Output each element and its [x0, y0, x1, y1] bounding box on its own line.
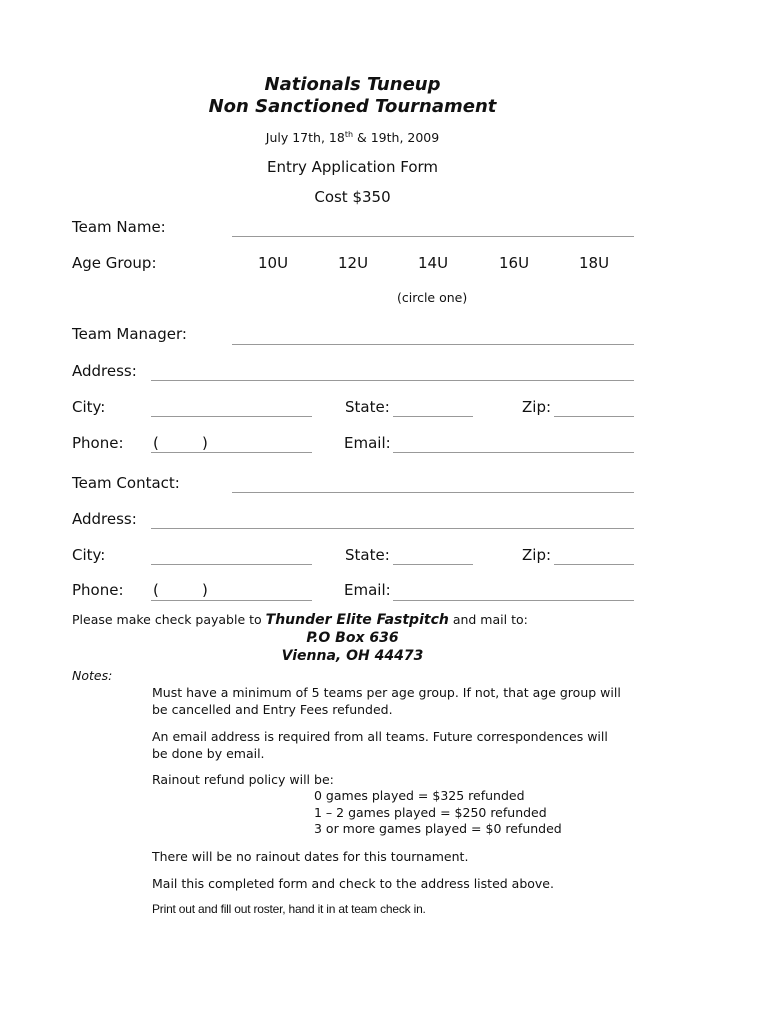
contact-zip-field[interactable] [554, 564, 634, 565]
age-option-10u[interactable]: 10U [258, 254, 289, 272]
note-no-rainout: There will be no rainout dates for this tournament. [152, 849, 469, 864]
rainout-policy-title: Rainout refund policy will be: [152, 772, 334, 787]
manager-email-label: Email: [344, 434, 391, 452]
contact-email-field[interactable] [393, 600, 634, 601]
team-contact-label: Team Contact: [72, 474, 180, 492]
manager-city-field[interactable] [151, 416, 312, 417]
manager-zip-label: Zip: [522, 398, 552, 416]
manager-address-field[interactable] [151, 380, 634, 381]
team-contact-field[interactable] [232, 492, 634, 493]
rainout-line-2: 3 or more games played = $0 refunded [314, 821, 562, 836]
payment-instructions: Please make check payable to Thunder Elite Fastpitch and mail to: [72, 612, 528, 628]
rainout-line-0: 0 games played = $325 refunded [314, 788, 525, 803]
manager-phone-label: Phone: [72, 434, 124, 452]
contact-city-field[interactable] [151, 564, 312, 565]
contact-city-label: City: [72, 546, 106, 564]
note-minimum-teams: Must have a minimum of 5 teams per age group. If not, that age group will be cancelled and Entry Fees refunded. [152, 685, 621, 717]
age-group-label: Age Group: [72, 254, 157, 272]
team-manager-label: Team Manager: [72, 325, 187, 343]
team-name-field[interactable] [232, 236, 634, 237]
manager-city-label: City: [72, 398, 106, 416]
manager-phone-field[interactable] [151, 452, 312, 453]
notes-label: Notes: [72, 668, 113, 683]
form-title: Entry Application Form [266, 158, 439, 176]
circle-one-hint: (circle one) [397, 290, 468, 305]
note-mail-form: Mail this completed form and check to the address listed above. [152, 876, 554, 891]
tournament-dates: July 17th, 18th & 19th, 2009 [265, 130, 440, 146]
contact-zip-label: Zip: [522, 546, 552, 564]
contact-address-field[interactable] [151, 528, 634, 529]
po-box: P.O Box 636 [306, 630, 399, 646]
age-option-12u[interactable]: 12U [338, 254, 369, 272]
age-option-14u[interactable]: 14U [418, 254, 449, 272]
contact-phone-field[interactable] [151, 600, 312, 601]
contact-state-field[interactable] [393, 564, 473, 565]
manager-state-field[interactable] [393, 416, 473, 417]
rainout-line-1: 1 – 2 games played = $250 refunded [314, 805, 547, 820]
payee-name: Thunder Elite Fastpitch [265, 612, 449, 628]
contact-phone-open-paren: ( [153, 581, 159, 599]
note-roster: Print out and fill out roster, hand it in at team check in. [152, 902, 426, 916]
manager-phone-close-paren: ) [202, 434, 208, 452]
manager-email-field[interactable] [393, 452, 634, 453]
contact-email-label: Email: [344, 581, 391, 599]
contact-address-label: Address: [72, 510, 137, 528]
manager-zip-field[interactable] [554, 416, 634, 417]
manager-phone-open-paren: ( [153, 434, 159, 452]
age-option-16u[interactable]: 16U [499, 254, 530, 272]
manager-address-label: Address: [72, 362, 137, 380]
age-option-18u[interactable]: 18U [579, 254, 610, 272]
manager-state-label: State: [345, 398, 390, 416]
title-line-1: Nationals Tuneup [264, 74, 441, 95]
mailing-city-state: Vienna, OH 44473 [281, 648, 424, 664]
team-name-label: Team Name: [72, 218, 166, 236]
title-line-2: Non Sanctioned Tournament [208, 96, 497, 117]
contact-phone-close-paren: ) [202, 581, 208, 599]
team-manager-field[interactable] [232, 344, 634, 345]
note-email-required: An email address is required from all teams. Future correspondences will be done by email. [152, 729, 608, 761]
cost-label: Cost $350 [314, 188, 391, 206]
contact-state-label: State: [345, 546, 390, 564]
contact-phone-label: Phone: [72, 581, 124, 599]
